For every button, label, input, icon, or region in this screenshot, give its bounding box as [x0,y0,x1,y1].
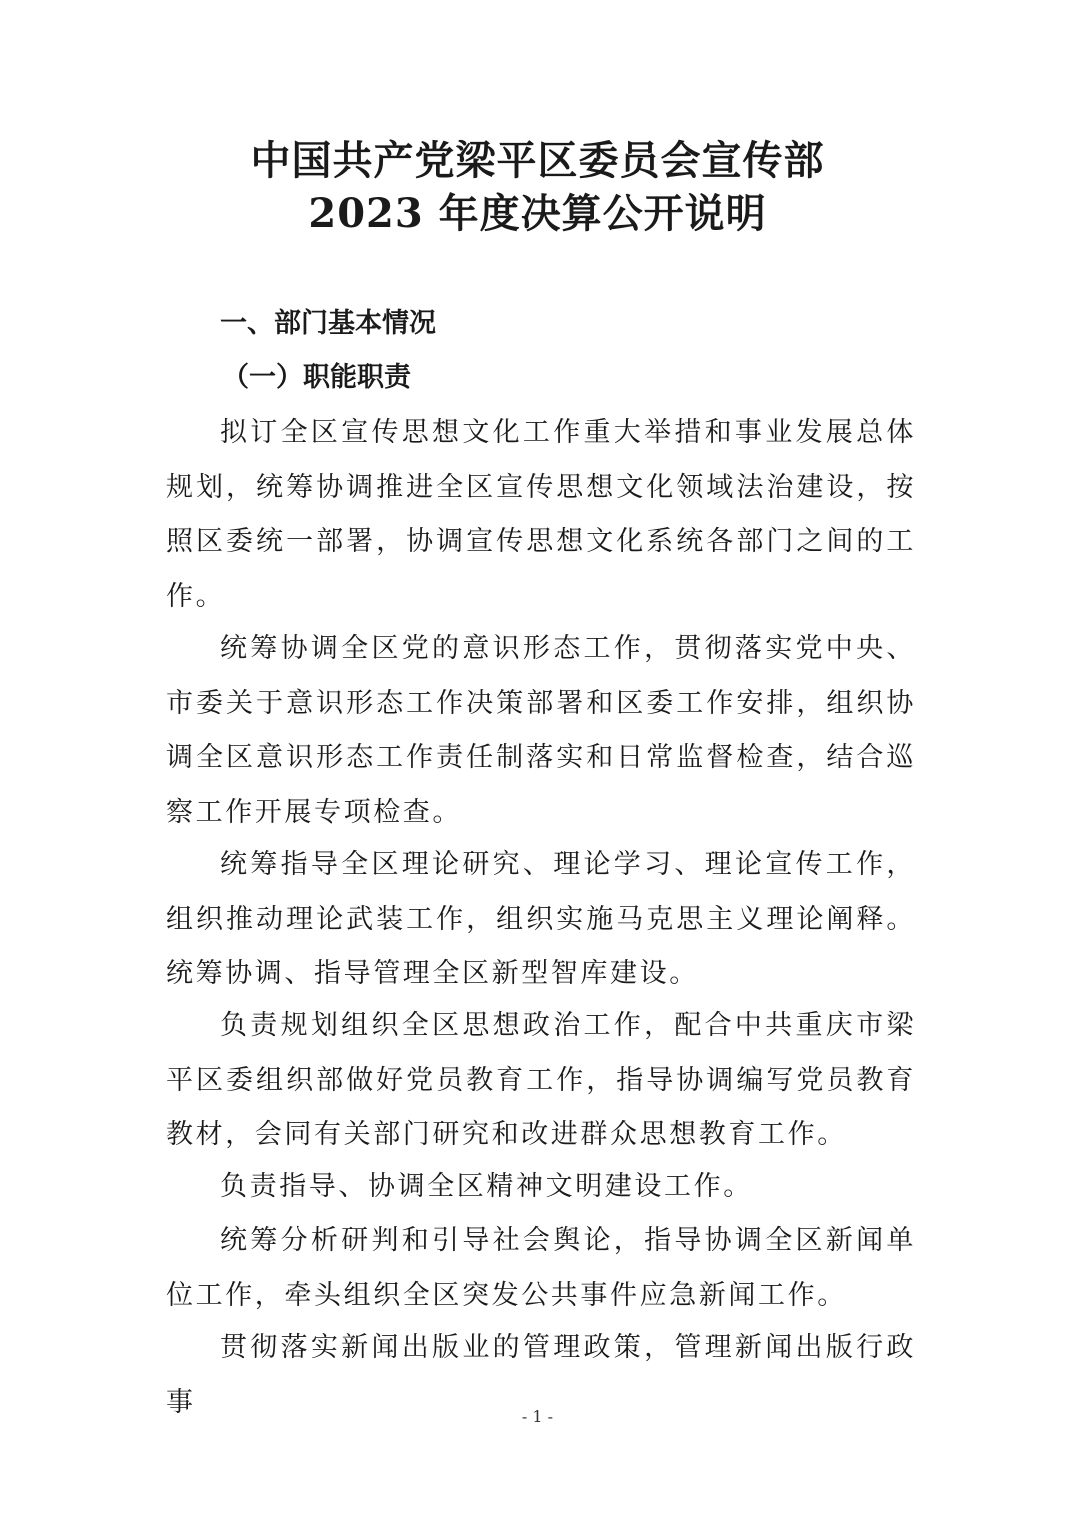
paragraph-1: 拟订全区宣传思想文化工作重大举措和事业发展总体规划，统筹协调推进全区宣传思想文化领域法治建设，按照区委统一部署，协调宣传思想文化系统各部门之间的工作。 [166,417,916,612]
paragraph-7: 贯彻落实新闻出版业的管理政策，管理新闻出版行政事 [166,1332,916,1418]
section-heading-basic-info: 一、部门基本情况 [220,308,436,339]
page-number: - 1 - [521,1407,554,1426]
paragraph-6: 统筹分析研判和引导社会舆论，指导协调全区新闻单位工作，牵头组织全区突发公共事件应急新闻工作。 [166,1225,916,1311]
paragraph-5: 负责指导、协调全区精神文明建设工作。 [220,1171,753,1202]
subsection-heading-duties: （一）职能职责 [222,362,411,393]
paragraph-3: 统筹指导全区理论研究、理论学习、理论宣传工作，组织推动理论武装工作，组织实施马克思主义理论阐释。统筹协调、指导管理全区新型智库建设。 [166,849,916,989]
paragraph-2: 统筹协调全区党的意识形态工作，贯彻落实党中央、市委关于意识形态工作决策部署和区委工作安排，组织协调全区意识形态工作责任制落实和日常监督检查，结合巡察工作开展专项检查。 [166,633,916,828]
document-title-line-1: 中国共产党梁平区委员会宣传部 [250,137,825,184]
document-title-line-2: 2023 年度决算公开说明 [308,190,767,237]
paragraph-4: 负责规划组织全区思想政治工作，配合中共重庆市梁平区委组织部做好党员教育工作，指导协调编写党员教育教材，会同有关部门研究和改进群众思想教育工作。 [166,1010,916,1150]
